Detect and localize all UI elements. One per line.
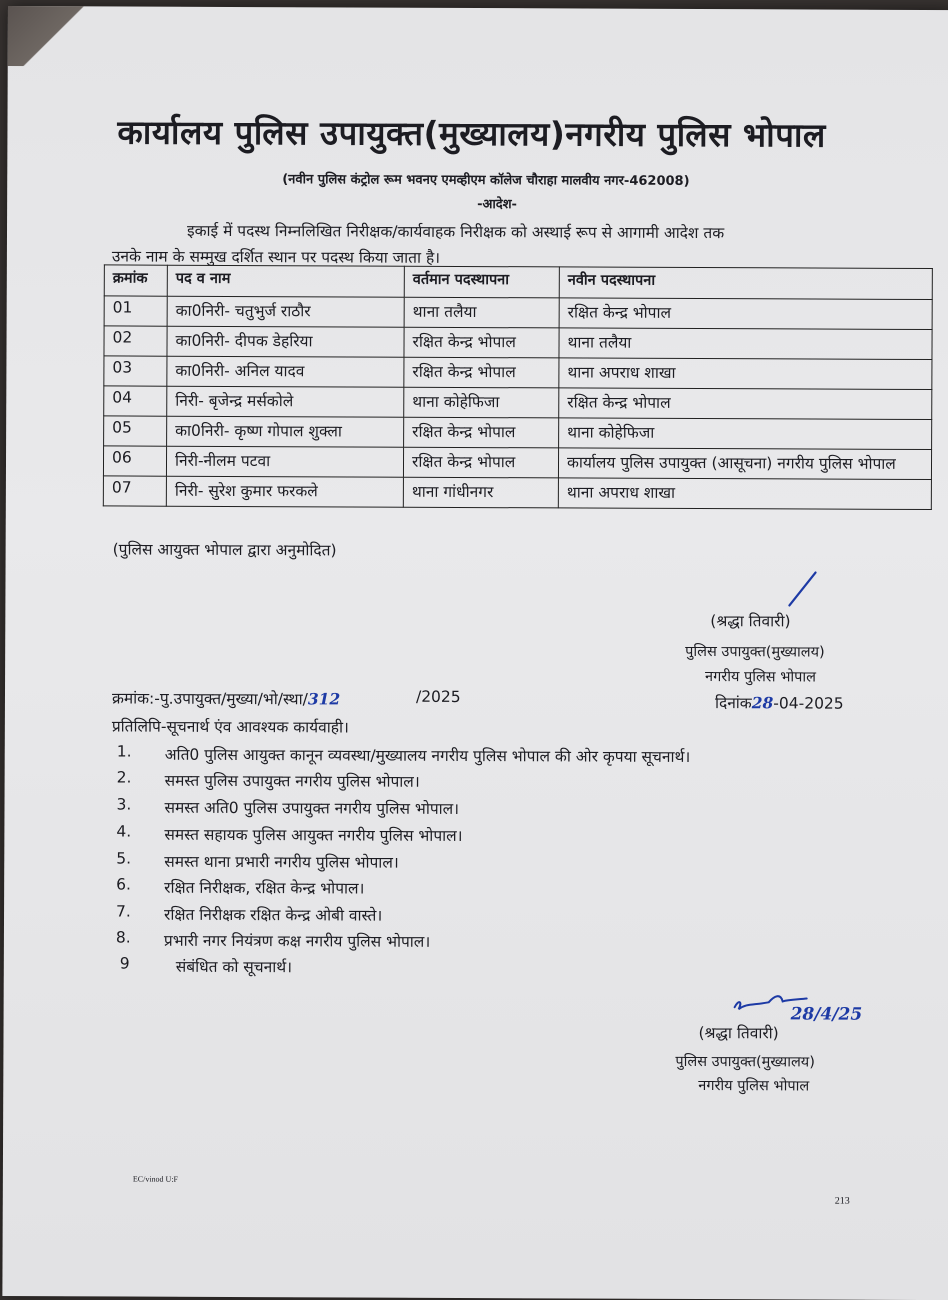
date-handwritten-day: 28 <box>751 693 774 713</box>
header-serial: क्रमांक <box>104 265 167 296</box>
intro-line-2: उनके नाम के सम्मुख दर्शित स्थान पर पदस्थ किया जाता है। <box>111 247 441 267</box>
cell-name: निरी- बृजेन्द्र मर्सकोले <box>167 386 404 417</box>
cell-name: निरी- सुरेश कुमार फरकले <box>166 476 403 507</box>
cell-new: थाना तलैया <box>559 328 932 360</box>
list-item: रक्षित निरीक्षक, रक्षित केन्द्र भोपाल। <box>164 878 365 898</box>
typist-reference: EC/vinod U:F <box>132 1174 179 1184</box>
office-title: कार्यालय पुलिस उपायुक्त(मुख्यालय)नगरीय पुलिस भोपाल <box>117 112 826 155</box>
signatory-2-office: नगरीय पुलिस भोपाल <box>698 1078 810 1095</box>
cell-serial: 05 <box>104 416 167 446</box>
office-address: (नवीन पुलिस कंट्रोल रूम भवनए एमव्हीएम कॉलेज चौराहा मालवीय नगर-462008) <box>282 172 690 189</box>
date-label: दिनांक <box>714 694 752 713</box>
table-header-row <box>104 265 932 300</box>
page-number: 213 <box>834 1195 850 1207</box>
intro-line-1: इकाई में पदस्थ निम्नलिखित निरीक्षक/कार्यवाहक निरीक्षक को अस्थाई रूप से आगामी आदेश तक <box>186 221 725 243</box>
list-item: समस्त थाना प्रभारी नगरीय पुलिस भोपाल। <box>164 852 399 872</box>
signatory-1-designation: पुलिस उपायुक्त(मुख्यालय) <box>685 643 825 661</box>
cell-serial: 06 <box>103 446 166 476</box>
table-row <box>104 356 932 390</box>
cell-name: का0निरी- दीपक डेहरिया <box>167 326 404 357</box>
cell-name: का0निरी- अनिल यादव <box>167 356 404 387</box>
list-item: समस्त सहायक पुलिस आयुक्त नगरीय पुलिस भोपाल। <box>164 825 463 845</box>
reference-year: /2025 <box>415 687 461 706</box>
list-item-number: 1. <box>116 742 132 761</box>
signatory-2-designation: पुलिस उपायुक्त(मुख्यालय) <box>675 1053 815 1071</box>
postings-table <box>103 264 933 510</box>
list-item: समस्त पुलिस उपायुक्त नगरीय पुलिस भोपाल। <box>164 771 420 791</box>
cell-new: थाना अपराध शाखा <box>559 358 932 390</box>
header-new-posting: नवीन पदस्थापना <box>559 267 932 300</box>
table-row <box>104 296 932 330</box>
date-rest: -04-2025 <box>773 694 844 713</box>
reference-number <box>112 686 340 709</box>
cell-new: रक्षित केन्द्र भोपाल <box>559 388 932 420</box>
table-row <box>103 446 931 480</box>
header-name: पद व नाम <box>167 265 404 297</box>
signatory-1-name: (श्रद्धा तिवारी) <box>710 612 791 631</box>
cell-new: रक्षित केन्द्र भोपाल <box>559 298 932 330</box>
list-item-number: 3. <box>116 795 132 814</box>
reference-handwritten-number: 312 <box>307 689 341 709</box>
document-page <box>2 6 948 1300</box>
cell-name: निरी-नीलम पटवा <box>166 446 403 477</box>
cell-current: थाना कोहेफिजा <box>404 387 559 418</box>
list-item-number: 9 <box>119 954 130 973</box>
cell-serial: 04 <box>104 386 167 416</box>
cell-new: कार्यालय पुलिस उपायुक्त (आसूचना) नगरीय पुलिस भोपाल <box>558 448 931 480</box>
list-item: रक्षित निरीक्षक रक्षित केन्द्र ओबी वास्ते। <box>163 905 383 925</box>
approval-note: (पुलिस आयुक्त भोपाल द्वारा अनुमोदित) <box>112 540 337 560</box>
cell-serial: 01 <box>104 296 167 326</box>
cell-name: का0निरी- कृष्ण गोपाल शुक्ला <box>167 416 404 447</box>
cell-current: रक्षित केन्द्र भोपाल <box>403 447 558 478</box>
folded-corner <box>8 6 98 66</box>
signatory-1-office: नगरीय पुलिस भोपाल <box>705 669 817 686</box>
list-item: प्रभारी नगर नियंत्रण कक्ष नगरीय पुलिस भोपाल। <box>163 931 431 951</box>
table-row <box>104 416 932 450</box>
list-item-number: 2. <box>116 768 132 787</box>
list-item: संबंधित को सूचनार्थ। <box>175 957 293 977</box>
cell-new: थाना कोहेफिजा <box>559 418 932 450</box>
list-item: समस्त अति0 पुलिस उपायुक्त नगरीय पुलिस भोपाल। <box>164 798 460 818</box>
handwritten-signature-icon <box>729 981 879 1026</box>
list-item: अति0 पुलिस आयुक्त कानून व्यवस्था/मुख्यालय नगरीय पुलिस भोपाल की ओर कृपया सूचनार्थ। <box>164 745 691 766</box>
table-row <box>103 476 931 510</box>
signatory-2-name: (श्रद्धा तिवारी) <box>698 1024 779 1043</box>
list-item-number: 7. <box>116 902 131 921</box>
order-label: -आदेश- <box>477 197 517 213</box>
cell-name: का0निरी- चतुभुर्ज राठौर <box>167 296 404 327</box>
cell-serial: 03 <box>104 356 167 386</box>
cell-current: रक्षित केन्द्र भोपाल <box>404 327 559 358</box>
reference-date <box>715 691 844 714</box>
list-item-number: 6. <box>116 875 132 894</box>
list-item-number: 5. <box>116 849 132 868</box>
cell-current: रक्षित केन्द्र भोपाल <box>404 357 559 388</box>
cell-current: थाना तलैया <box>404 297 559 328</box>
table-row <box>104 326 932 360</box>
copy-to-label: प्रतिलिपि-सूचनार्थ एंव आवश्यक कार्यवाही। <box>111 717 349 737</box>
cell-serial: 07 <box>103 476 166 506</box>
cell-current: रक्षित केन्द्र भोपाल <box>404 417 559 448</box>
cell-current: थाना गांधीनगर <box>403 477 558 508</box>
handwritten-date: 28/4/25 <box>790 1004 863 1025</box>
header-current-posting: वर्तमान पदस्थापना <box>404 266 559 298</box>
list-item-number: 4. <box>116 822 132 841</box>
signature-stroke-icon <box>785 569 825 609</box>
list-item-number: 8. <box>115 928 131 947</box>
reference-prefix: क्रमांक:-पु.उपायुक्त/मुख्या/भो/स्था/ <box>111 689 308 709</box>
cell-new: थाना अपराध शाखा <box>558 478 931 510</box>
table-row <box>104 386 932 420</box>
cell-serial: 02 <box>104 326 167 356</box>
